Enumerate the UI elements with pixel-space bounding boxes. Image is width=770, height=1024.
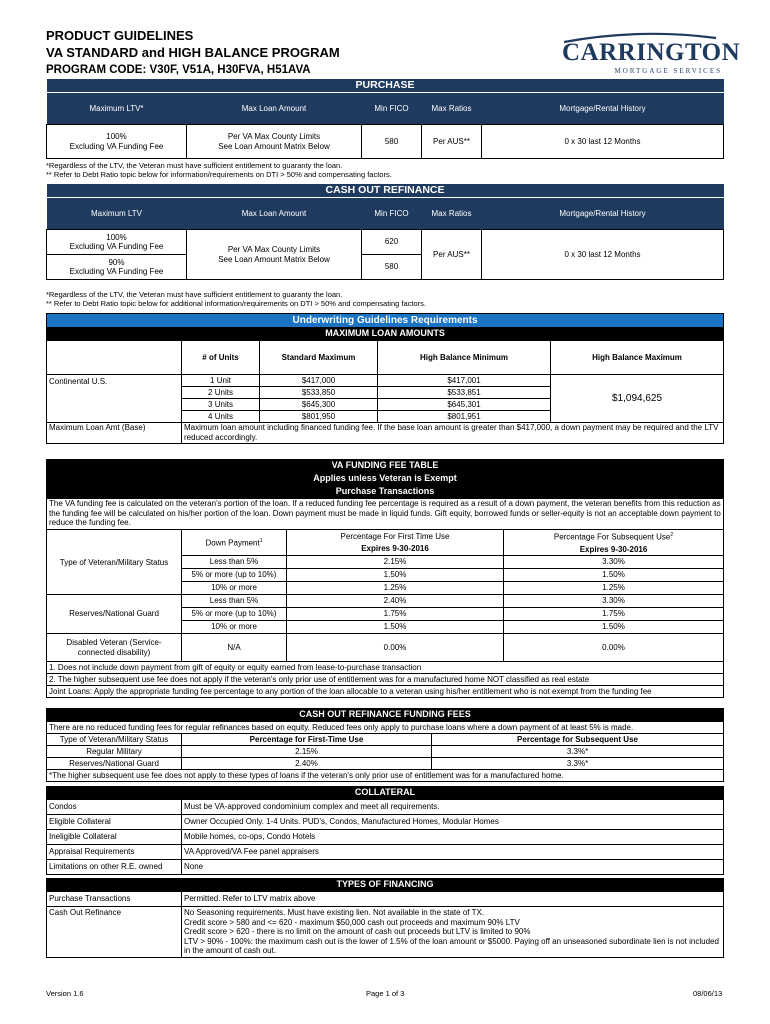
co-ff-r2-sub: 3.3%* xyxy=(432,758,724,770)
fin-co-label: Cash Out Refinance xyxy=(47,907,182,958)
carrington-logo xyxy=(562,36,741,76)
col-limitations-label: Limitations on other R.E. owned xyxy=(47,860,182,875)
fin-co-line-2: Credit score > 580 and <= 620 - maximum $50,000 cash out proceeds and maximum 90% LTV xyxy=(184,917,520,927)
funding-fee-table xyxy=(46,459,724,698)
purchase-col-loan: Max Loan Amount xyxy=(187,93,362,125)
cashout-ratios: Per AUS** xyxy=(422,230,482,280)
purchase-col-ltv: Maximum LTV* xyxy=(47,93,187,125)
fin-co-line-3: Credit score > 620 - there is no limit on the amount of cash out proceeds but LTV is limited to 90% xyxy=(184,927,531,936)
co-ff-h1: Type of Veteran/Military Status xyxy=(47,734,182,746)
col-condos-label: Condos xyxy=(47,800,182,815)
uw-band: Underwriting Guidelines Requirements xyxy=(47,314,724,328)
purchase-ratios: Per AUS** xyxy=(422,125,482,159)
purchase-loan-line1: Per VA Max County Limits xyxy=(227,132,321,141)
header-title-1: PRODUCT GUIDELINES xyxy=(46,28,194,43)
cashout-ltv-a2: Excluding VA Funding Fee xyxy=(69,242,164,251)
col-hb-max: High Balance Maximum xyxy=(551,341,724,375)
ff-a1-down: Less than 5% xyxy=(182,556,287,569)
std-2: $533,850 xyxy=(260,387,378,399)
purchase-ltv-line2: Excluding VA Funding Fee xyxy=(69,141,164,151)
co-ff-r2-type: Reserves/National Guard xyxy=(47,758,182,770)
ff-h-subseq: Percentage For Subsequent Use xyxy=(553,532,671,542)
financing-band: TYPES OF FINANCING xyxy=(47,879,724,892)
max-loan-table xyxy=(46,313,724,444)
cashout-fico-b: 580 xyxy=(362,255,422,280)
purchase-col-history: Mortgage/Rental History xyxy=(482,93,724,125)
cashout-col-fico: Min FICO xyxy=(362,198,422,230)
footer-version: Version 1.6 xyxy=(46,989,84,998)
purchase-note-1: *Regardless of the LTV, the Veteran must have sufficient entitlement to guaranty the loan. xyxy=(46,161,343,170)
ff-disabled-label: Disabled Veteran (Service-connected disability) xyxy=(47,634,182,662)
ff-sup-2: 2 xyxy=(670,531,674,538)
ff-b1-sub: 3.30% xyxy=(504,595,724,608)
std-3: $645,300 xyxy=(260,399,378,411)
header-title-2: VA STANDARD and HIGH BALANCE PROGRAM xyxy=(46,45,340,60)
co-ff-h2: Percentage for First-Time Use xyxy=(182,734,432,746)
co-ff-note: *The higher subsequent use fee does not apply to these types of loans if the veteran's only prior use of entitlement was for a manufactured home. xyxy=(47,770,724,782)
ff-footnote-1: 1. Does not include down payment from gift of equity or equity earned from lease-to-purchase transaction xyxy=(47,662,724,674)
logo-wordmark: CARRINGTON xyxy=(562,39,741,66)
purchase-table xyxy=(46,79,724,159)
purchase-col-fico: Min FICO xyxy=(362,93,422,125)
ff-b3-down: 10% or more xyxy=(182,621,287,634)
cashout-table xyxy=(46,184,724,280)
purchase-col-ratios: Max Ratios xyxy=(422,93,482,125)
fin-co-line-1: No Seasoning requirements. Must have existing lien. Not available in the state of TX. xyxy=(184,908,485,917)
purchase-fico: 580 xyxy=(362,125,422,159)
col-hb-min: High Balance Minimum xyxy=(378,341,551,375)
ff-dis-sub: 0.00% xyxy=(504,634,724,662)
co-ff-r1-first: 2.15% xyxy=(182,746,432,758)
ff-b1-first: 2.40% xyxy=(287,595,504,608)
purchase-band: PURCHASE xyxy=(47,79,724,93)
purchase-ltv-line1: 100% xyxy=(106,132,127,141)
ff-band-2: Applies unless Veteran is Exempt xyxy=(47,473,724,486)
col-std-max: Standard Maximum xyxy=(260,341,378,375)
footer-date: 08/06/13 xyxy=(693,989,723,998)
co-ff-h3: Percentage for Subsequent Use xyxy=(432,734,724,746)
cashout-ltv-b2: Excluding VA Funding Fee xyxy=(69,267,164,276)
ff-a3-sub: 1.25% xyxy=(504,582,724,595)
base-label: Maximum Loan Amt (Base) xyxy=(47,423,182,444)
col-ineligible-label: Ineligible Collateral xyxy=(47,830,182,845)
ff-b2-first: 1.75% xyxy=(287,608,504,621)
ff-band-3: Purchase Transactions xyxy=(47,486,724,499)
col-eligible-label: Eligible Collateral xyxy=(47,815,182,830)
fin-co-line-4: LTV > 90% - 100%: the maximum cash out is the lower of 1.5% of the loan amount or $5000. Paying off an unseasoned subordinate lien is not included in the amount of cash out. xyxy=(184,936,719,955)
hbmin-2: $533,851 xyxy=(378,387,551,399)
col-condos-text: Must be VA-approved condominium complex and meet all requirements. xyxy=(182,800,724,815)
ff-a3-first: 1.25% xyxy=(287,582,504,595)
ff-b1-down: Less than 5% xyxy=(182,595,287,608)
logo-swoosh-icon xyxy=(560,30,720,44)
cashout-note-2: ** Refer to Debt Ratio topic below for additional information/requirements on DTI > 50% and compensating factors. xyxy=(46,299,426,308)
units-1: 1 Unit xyxy=(182,375,260,387)
ff-a3-down: 10% or more xyxy=(182,582,287,595)
cashout-col-loan: Max Loan Amount xyxy=(187,198,362,230)
financing-table xyxy=(46,878,724,958)
purchase-history: 0 x 30 last 12 Months xyxy=(482,125,724,159)
cashout-col-ltv: Maximum LTV xyxy=(47,198,187,230)
co-ff-band: CASH OUT REFINANCE FUNDING FEES xyxy=(47,709,724,722)
cashout-loan-line2: See Loan Amount Matrix Below xyxy=(218,254,330,264)
cashout-ltv-b1: 90% xyxy=(108,257,125,267)
ff-b3-sub: 1.50% xyxy=(504,621,724,634)
units-4: 4 Units xyxy=(182,411,260,423)
ff-a1-first: 2.15% xyxy=(287,556,504,569)
ff-a2-down: 5% or more (up to 10%) xyxy=(182,569,287,582)
col-appraisal-text: VA Approved/VA Fee panel appraisers xyxy=(182,845,724,860)
ff-h-first-exp: Expires 9-30-2016 xyxy=(361,544,429,553)
co-ff-r1-sub: 3.3%* xyxy=(432,746,724,758)
units-2: 2 Units xyxy=(182,387,260,399)
col-limitations-text: None xyxy=(182,860,724,875)
hbmin-3: $645,301 xyxy=(378,399,551,411)
cashout-history: 0 x 30 last 12 Months xyxy=(482,230,724,280)
cashout-note-1: *Regardless of the LTV, the Veteran must have sufficient entitlement to guaranty the loan. xyxy=(46,290,343,299)
max-loan-band: MAXIMUM LOAN AMOUNTS xyxy=(47,328,724,341)
col-units: # of Units xyxy=(182,341,260,375)
ff-band-1: VA FUNDING FEE TABLE xyxy=(47,460,724,473)
hbmin-1: $417,001 xyxy=(378,375,551,387)
co-funding-fee-table xyxy=(46,708,724,782)
purchase-loan-line2: See Loan Amount Matrix Below xyxy=(218,141,330,151)
program-code: PROGRAM CODE: V30F, V51A, H30FVA, H51AVA xyxy=(46,64,311,76)
co-ff-intro: There are no reduced funding fees for regular refinances based on equity. Reduced fees only apply to purchase loans where a down payment of at least 5% is made. xyxy=(47,722,724,734)
ff-b2-sub: 1.75% xyxy=(504,608,724,621)
hb-max-value: $1,094,625 xyxy=(551,375,724,423)
ff-h-first: Percentage For First Time Use xyxy=(340,531,450,541)
fin-purchase-label: Purchase Transactions xyxy=(47,892,182,907)
ff-a2-first: 1.50% xyxy=(287,569,504,582)
co-ff-r1-type: Regular Military xyxy=(47,746,182,758)
footer-page: Page 1 of 3 xyxy=(366,989,405,998)
region-label: Continental U.S. xyxy=(47,375,182,423)
purchase-note-2: ** Refer to Debt Ratio topic below for information/requirements on DTI > 50% and compensating factors. xyxy=(46,170,392,179)
collateral-table xyxy=(46,786,724,875)
ff-reserves-label: Reserves/National Guard xyxy=(47,595,182,634)
hbmin-4: $801,951 xyxy=(378,411,551,423)
ff-dis-down: N/A xyxy=(182,634,287,662)
ff-a2-sub: 1.50% xyxy=(504,569,724,582)
cashout-col-ratios: Max Ratios xyxy=(422,198,482,230)
cashout-band: CASH OUT REFINANCE xyxy=(47,184,724,198)
ff-footnote-2: 2. The higher subsequent use fee does not apply if the veteran's only prior use of entitlement was for a manufactured home NOT classified as real estate xyxy=(47,674,724,686)
ff-h-subseq-exp: Expires 9-30-2016 xyxy=(579,544,648,554)
logo-subtitle: MORTGAGE SERVICES xyxy=(614,67,722,75)
cashout-ltv-a1: 100% xyxy=(106,232,127,242)
col-ineligible-text: Mobile homes, co-ops, Condo Hotels xyxy=(182,830,724,845)
col-eligible-text: Owner Occupied Only. 1-4 Units. PUD's, Condos, Manufactured Homes, Modular Homes xyxy=(182,815,724,830)
cashout-fico-a: 620 xyxy=(362,230,422,255)
ff-footnote-3: Joint Loans: Apply the appropriate funding fee percentage to any portion of the loan allocable to a veteran using his/her entitlement who is not exempt from the funding fee xyxy=(47,686,724,698)
cashout-col-history: Mortgage/Rental History xyxy=(482,198,724,230)
ff-a1-sub: 3.30% xyxy=(504,556,724,569)
std-4: $801,950 xyxy=(260,411,378,423)
fin-purchase-text: Permitted. Refer to LTV matrix above xyxy=(182,892,724,907)
co-ff-r2-first: 2.40% xyxy=(182,758,432,770)
ff-sup-1: 1 xyxy=(259,537,263,544)
ff-b2-down: 5% or more (up to 10%) xyxy=(182,608,287,621)
ff-b3-first: 1.50% xyxy=(287,621,504,634)
ff-type-label: Type of Veteran/Military Status xyxy=(47,556,182,595)
units-3: 3 Units xyxy=(182,399,260,411)
std-1: $417,000 xyxy=(260,375,378,387)
base-text: Maximum loan amount including financed funding fee. If the base loan amount is greater than $417,000, a down payment may be required and the LTV reduced accordingly. xyxy=(182,423,724,444)
collateral-band: COLLATERAL xyxy=(47,787,724,800)
ff-h-down: Down Payment xyxy=(205,538,260,548)
col-appraisal-label: Appraisal Requirements xyxy=(47,845,182,860)
ff-dis-first: 0.00% xyxy=(287,634,504,662)
ff-intro: The VA funding fee is calculated on the veteran's portion of the loan. If a reduced funding fee percentage is required as a result of a down payment, the veteran benefits from this reduction as the funding fee will be calculated on his/her portion of the loan. Down payment must be made in liquid funds. Gift equity, borrowed funds or seller-equity is not an acceptable down payment to reduce the funding fee. xyxy=(47,499,724,530)
cashout-loan-line1: Per VA Max County Limits xyxy=(227,245,321,254)
